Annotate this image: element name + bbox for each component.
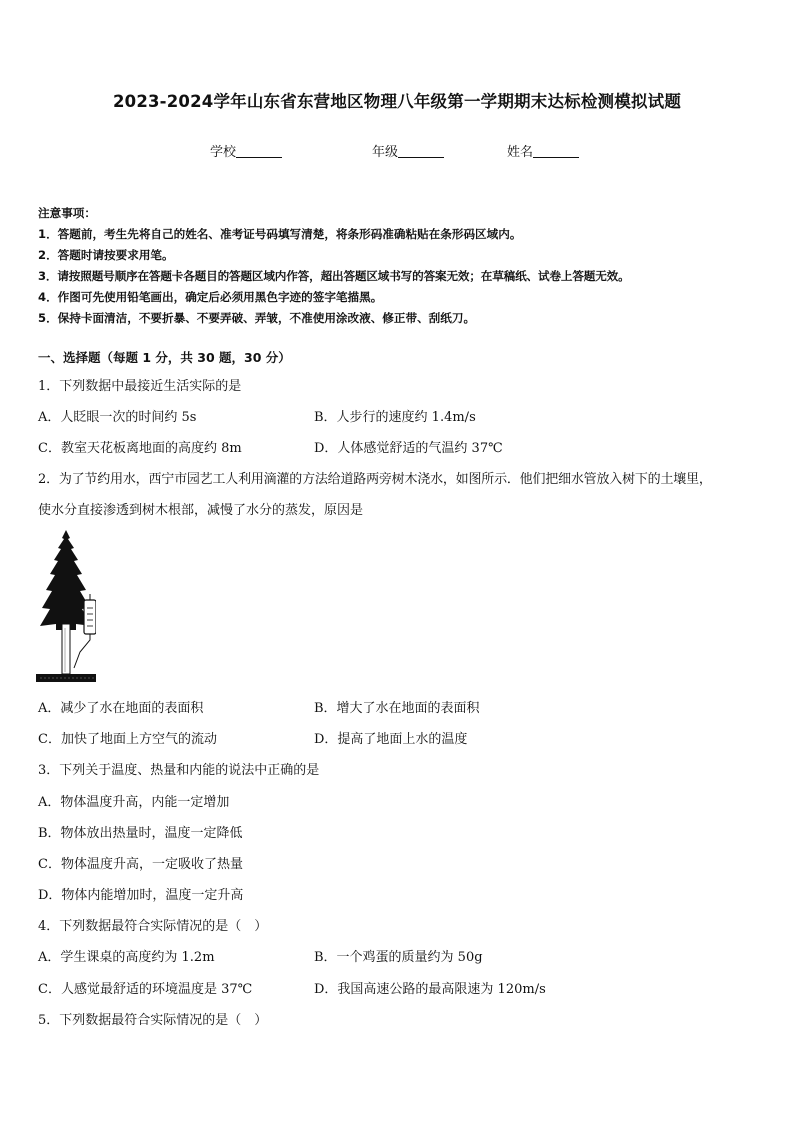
school-field: [210, 141, 282, 160]
grade-label: 年级: [372, 145, 399, 160]
section-heading: 一、选择题（每题 1 分，共 30 题，30 分）: [38, 350, 291, 365]
q3-option-d[interactable]: D．物体内能增加时，温度一定升高: [38, 888, 244, 903]
note-item: 5．保持卡面清洁，不要折暴、不要弄破、弄皱，不准使用涂改液、修正带、刮纸刀。: [38, 311, 476, 325]
q4-option-c[interactable]: C．人感觉最舒适的环境温度是 37℃: [38, 982, 253, 997]
school-label: 学校: [210, 145, 237, 160]
q1-option-d[interactable]: D．人体感觉舒适的气温约 37℃: [314, 441, 503, 456]
note-item: 4．作图可先使用铅笔画出，确定后必须用黑色字迹的签字笔描黑。: [38, 290, 383, 304]
q4-option-b[interactable]: B．一个鸡蛋的质量约为 50g: [314, 950, 483, 965]
note-item: 1．答题前，考生先将自己的姓名、准考证号码填写清楚，将条形码准确粘贴在条形码区域内。: [38, 227, 522, 241]
q2-option-d[interactable]: D．提高了地面上水的温度: [314, 732, 468, 747]
notes-block: [38, 203, 768, 329]
name-field: [507, 141, 579, 160]
q4-option-d[interactable]: D．我国高速公路的最高限速为 120m/s: [314, 982, 546, 997]
q2-option-c[interactable]: C．加快了地面上方空气的流动: [38, 732, 217, 747]
question-3-stem: 3．下列关于温度、热量和内能的说法中正确的是: [38, 763, 320, 778]
ground-icon: [36, 674, 96, 682]
question-5-stem: 5．下列数据最符合实际情况的是（ ）: [38, 1013, 268, 1028]
name-blank[interactable]: [533, 145, 579, 158]
name-label: 姓名: [507, 145, 534, 160]
q1-option-c[interactable]: C．教室天花板离地面的高度约 8m: [38, 441, 242, 456]
q2-option-a[interactable]: A．减少了水在地面的表面积: [38, 701, 204, 716]
question-2-stem-line2: 使水分直接渗透到树木根部，减慢了水分的蒸发，原因是: [38, 503, 364, 518]
question-1-stem: 1．下列数据中最接近生活实际的是: [38, 379, 242, 394]
note-item: 2．答题时请按要求用笔。: [38, 248, 174, 262]
question-4-stem: 4．下列数据最符合实际情况的是（ ）: [38, 919, 268, 934]
grade-field: [372, 141, 444, 160]
q3-option-b[interactable]: B．物体放出热量时，温度一定降低: [38, 826, 243, 841]
drip-irrigation-tree-figure: [36, 528, 96, 688]
exam-title: 2023-2024学年山东省东营地区物理八年级第一学期期末达标检测模拟试题: [112, 92, 682, 111]
grade-blank[interactable]: [398, 145, 444, 158]
q3-option-c[interactable]: C．物体温度升高，一定吸收了热量: [38, 857, 243, 872]
note-item: 3．请按照题号顺序在答题卡各题目的答题区域内作答，超出答题区域书写的答案无效；在草稿纸、试卷上答题无效。: [38, 269, 630, 283]
q1-option-b[interactable]: B．人步行的速度约 1.4m/s: [314, 410, 476, 425]
school-blank[interactable]: [236, 145, 282, 158]
question-2-stem-line1: 2．为了节约用水，西宁市园艺工人利用滴灌的方法给道路两旁树木浇水，如图所示．他们把细水管放入树下的土壤里，: [38, 472, 712, 487]
q2-option-b[interactable]: B．增大了水在地面的表面积: [314, 701, 480, 716]
notes-heading: 注意事项：: [38, 206, 96, 220]
q4-option-a[interactable]: A．学生课桌的高度约为 1.2m: [38, 950, 215, 965]
q1-option-a[interactable]: A．人眨眼一次的时间约 5s: [38, 410, 197, 425]
q3-option-a[interactable]: A．物体温度升高，内能一定增加: [38, 795, 230, 810]
